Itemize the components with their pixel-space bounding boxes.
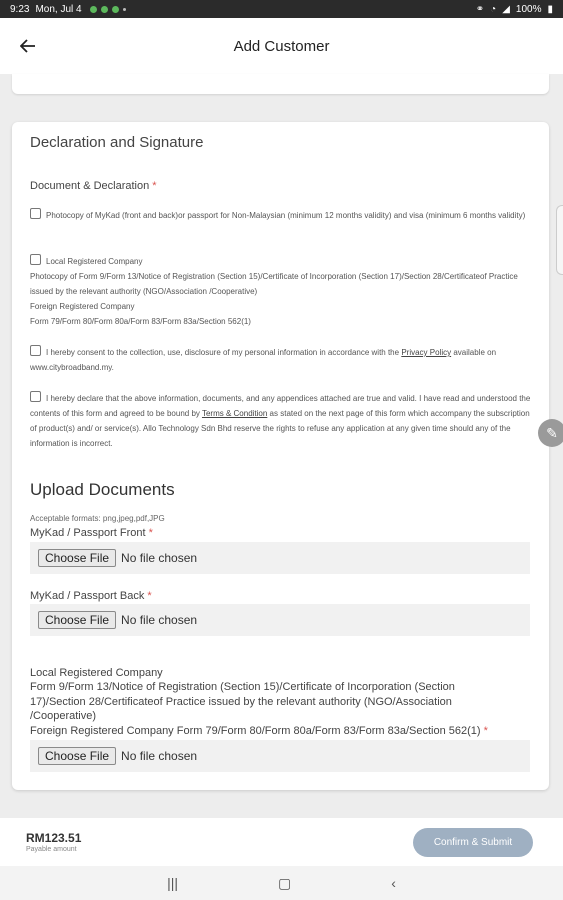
status-time: 9:23 <box>10 3 30 15</box>
choose-file-button[interactable]: Choose File <box>38 549 116 567</box>
declaration-text: Photocopy of Form 9/Form 13/Notice of Registration (Section 15)/Certificate of Incorporation (Section 17)/Section 28/Certificateof Practice issued by the relevant authority (NGO/Association /Cooperative) <box>30 272 518 296</box>
checkbox[interactable] <box>30 391 41 402</box>
back-arrow-icon[interactable] <box>16 34 40 58</box>
acceptable-formats: Acceptable formats: png,jpeg,pdf,JPG <box>30 514 165 523</box>
checkbox[interactable] <box>30 208 41 219</box>
declaration-text: I hereby declare that the above information, documents, and any appendices attached are true and valid. I have read and understood the contents of this form and agreed to be bound by <box>30 394 531 418</box>
status-date: Mon, Jul 4 <box>35 3 82 15</box>
declaration-text: I hereby consent to the collection, use, disclosure of my personal information in accordance with the <box>46 348 402 357</box>
previous-section-card <box>12 74 549 94</box>
choose-file-button[interactable]: Choose File <box>38 611 116 629</box>
required-mark: * <box>148 527 153 539</box>
payment-bar <box>0 818 563 866</box>
declaration-item-company <box>30 254 535 329</box>
page-title: Add Customer <box>233 37 330 55</box>
recent-apps-icon[interactable]: ||| <box>167 875 178 891</box>
system-navigation-bar <box>0 866 563 900</box>
company-documents-label <box>30 651 510 738</box>
upload-documents-title: Upload Documents <box>30 480 175 499</box>
wifi-icon: ◔ <box>490 3 497 15</box>
back-nav-icon[interactable]: ‹ <box>391 875 396 891</box>
battery-icon: ▮ <box>547 3 553 15</box>
declaration-card <box>12 122 549 790</box>
required-mark: * <box>147 590 152 602</box>
more-notifications-icon <box>123 8 126 11</box>
required-mark: * <box>483 724 488 737</box>
mykad-back-label <box>30 589 510 604</box>
terms-condition-link[interactable]: Terms & Condition <box>201 409 268 418</box>
mykad-back-upload <box>30 604 530 636</box>
checkbox[interactable] <box>30 345 41 356</box>
section-title: Declaration and Signature <box>30 134 204 151</box>
notification-icon <box>90 6 97 13</box>
choose-file-button[interactable]: Choose File <box>38 747 116 765</box>
home-icon[interactable]: ▢ <box>278 874 292 891</box>
declaration-text: Photocopy of MyKad (front and back)or passport for Non-Malaysian (minimum 12 months validity) and visa (minimum 6 months validity) <box>46 211 526 220</box>
field-label-text: Local Registered Company Form 9/Form 13/Notice of Registration (Section 15)/Certificate of Incorporation (Section 17)/Section 28/Certificateof Practice issued by the relevant authority (NGO/Association /Cooperative) Foreign Registered Company Form 79/Form 80/Form 80a/Form 83/Form 83a/Section 562(1) <box>30 666 481 737</box>
field-label-text: MyKad / Passport Back <box>30 590 145 602</box>
declaration-item-terms <box>30 391 535 451</box>
edit-pencil-icon[interactable]: ✎ <box>538 419 563 447</box>
privacy-policy-link[interactable]: Privacy Policy <box>401 348 452 357</box>
document-declaration-text: Document & Declaration <box>30 180 150 192</box>
declaration-text: as stated on the next page of this form which accompany the subscription of product(s) and/ or service(s). Allo Technology Sdn Bhd reserve the rights to refuse any application at any given time should any of the information is incorrect. <box>30 409 530 448</box>
side-panel-handle[interactable] <box>556 205 563 275</box>
declaration-item-consent <box>30 345 535 375</box>
no-file-text: No file chosen <box>121 551 198 565</box>
declaration-text: Form 79/Form 80/Form 80a/Form 83/Form 83a/Section 562(1) <box>30 317 251 326</box>
declaration-text: Local Registered Company <box>46 257 143 266</box>
app-bar <box>0 18 563 74</box>
document-declaration-label <box>30 180 157 192</box>
checkbox[interactable] <box>30 254 41 265</box>
notification-icons <box>90 6 126 13</box>
declaration-item-mykad <box>30 208 535 223</box>
battery-level: 100% <box>515 3 542 15</box>
no-file-text: No file chosen <box>121 749 198 763</box>
mykad-front-label <box>30 526 510 541</box>
required-mark: * <box>152 180 157 192</box>
notification-icon <box>112 6 119 13</box>
mykad-front-upload <box>30 542 530 574</box>
payable-amount: RM123.51 <box>26 831 82 845</box>
payable-amount-label: Payable amount <box>26 846 77 853</box>
notification-icon <box>101 6 108 13</box>
confirm-submit-button[interactable]: Confirm & Submit <box>413 828 533 857</box>
company-documents-upload <box>30 740 530 772</box>
link-icon: ⚭ <box>475 3 485 15</box>
field-label-text: MyKad / Passport Front <box>30 527 146 539</box>
declaration-text: Foreign Registered Company <box>30 302 135 311</box>
signal-icon: ◢ <box>502 3 510 15</box>
declaration-text: available on www.citybroadband.my. <box>30 348 497 372</box>
status-bar <box>0 0 563 18</box>
no-file-text: No file chosen <box>121 613 198 627</box>
